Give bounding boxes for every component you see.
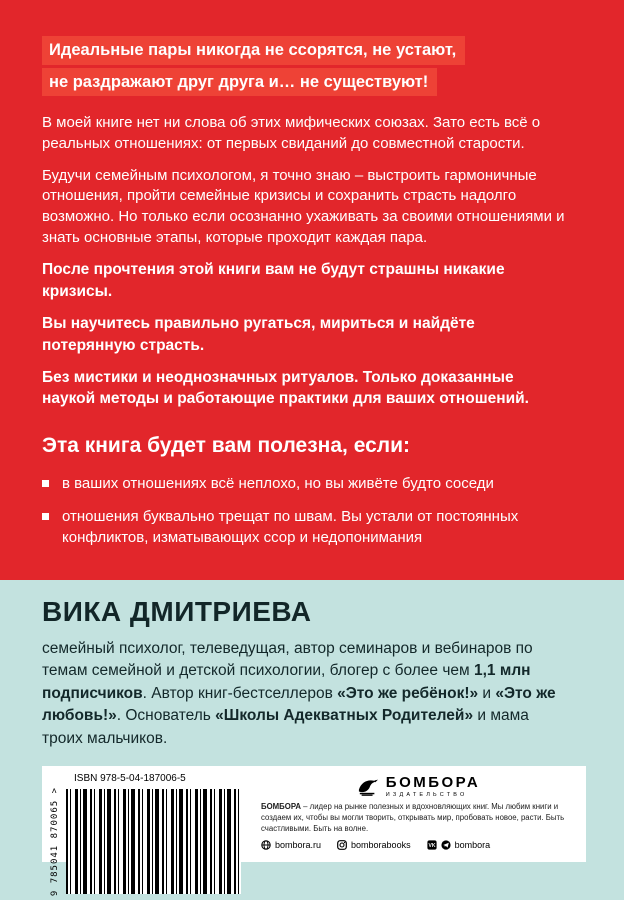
bio-school: «Школы Адекватных Родителей» [215, 707, 474, 725]
author-bio [42, 638, 567, 750]
publisher-logo [261, 774, 576, 798]
camera-icon [337, 840, 347, 850]
blurb-text: – лидер на рынке полезных и вдохновляющих книг. Мы любим книги и создаем их, чтобы вы могли творить, открывать мир, пробовать новое, расти. Быть счастливыми. Быть на волне. [261, 802, 565, 833]
bombora-bird-icon [357, 776, 379, 796]
author-name: ВИКА ДМИТРИЕВА [42, 595, 312, 627]
blurb-brand: БОМБОРА [261, 802, 301, 812]
paragraph-crises: После прочтения этой книги вам не будут страшны никакие кризисы. [42, 261, 505, 300]
bio-book-1: «Это же ребёнок!» [337, 684, 479, 702]
headline-line-2: не раздражают друг друга и… не существуют! [42, 68, 437, 97]
bullet-item [42, 507, 562, 548]
publisher-name: БОМБОРА [385, 774, 481, 792]
bio-text: . Основатель [116, 707, 216, 725]
social-label: bomborabooks [351, 839, 411, 850]
bullet-item [42, 474, 562, 495]
paragraph-passion: Вы научитесь правильно ругаться, мириться и найдёте потерянную страсть. [42, 315, 475, 354]
bullet-text: отношения буквально трещат по швам. Вы устали от постоянных конфликтов, изматывающих ссор и недопонимания [62, 508, 519, 546]
headline [42, 36, 584, 99]
publisher-wordmark [386, 774, 480, 798]
social-row [261, 840, 576, 850]
publisher-info [255, 773, 576, 855]
barcode-number: 9 785041 870065 > [50, 787, 60, 897]
bio-text: . Автор книг-бестселлеров [142, 684, 338, 702]
telegram-icon [441, 840, 451, 850]
social-label: bombora [454, 839, 491, 850]
bio-text: семейный психолог, телеведущая, автор семинаров и вебинаров по темам семейной и детской психологии, блогер с более чем [42, 639, 533, 680]
bio-text: и мама троих мальчиков. [42, 707, 529, 747]
social-link-site[interactable] [261, 840, 321, 850]
bio-text: и [478, 684, 496, 702]
publisher-subtitle: ИЗДАТЕЛЬСТВО [385, 792, 468, 799]
svg-text:VK: VK [428, 842, 436, 849]
subheading-useful-if: Эта книга будет вам полезна, если: [42, 433, 411, 457]
publisher-card [42, 766, 586, 897]
vk-icon [427, 840, 437, 850]
bio-subscribers: 1,1 млн подписчиков [42, 662, 531, 702]
publisher-blurb [261, 802, 576, 835]
headline-line-1: Идеальные пары никогда не ссорятся, не устают, [42, 36, 465, 65]
teal-section [0, 580, 624, 900]
paragraph-psychologist: Будучи семейным психологом, я точно знаю – выстроить гармоничные отношения, пройти семейные кризисы и сохранить страсть надолго возможно. Но только если осознанно ухаживать за своими отношениями и знать основные этапы, которые проходит каждая пара. [42, 166, 565, 246]
social-link-instagram[interactable] [337, 840, 411, 850]
barcode-area [50, 773, 255, 897]
barcode-image [66, 789, 241, 894]
social-link-messengers[interactable] [427, 840, 491, 850]
barcode-row [50, 787, 255, 896]
bio-book-2: «Это же любовь!» [42, 684, 556, 725]
social-label: bombora.ru [275, 839, 322, 850]
square-bullet-icon [42, 480, 49, 487]
square-bullet-icon [42, 513, 49, 520]
isbn-text: ISBN 978-5-04-187006-5 [74, 773, 186, 785]
paragraph-methods: Без мистики и неоднозначных ритуалов. Только доказанные наукой методы и работающие практики для ваших отношений. [42, 368, 529, 408]
globe-icon [261, 840, 271, 850]
bullet-text: в ваших отношениях всё неплохо, но вы живёте будто соседи [62, 474, 494, 492]
paragraph-myth: В моей книге нет ни слова об этих мифических союзах. Зато есть всё о реальных отношениях: от первых свиданий до совместной старости. [42, 114, 541, 152]
